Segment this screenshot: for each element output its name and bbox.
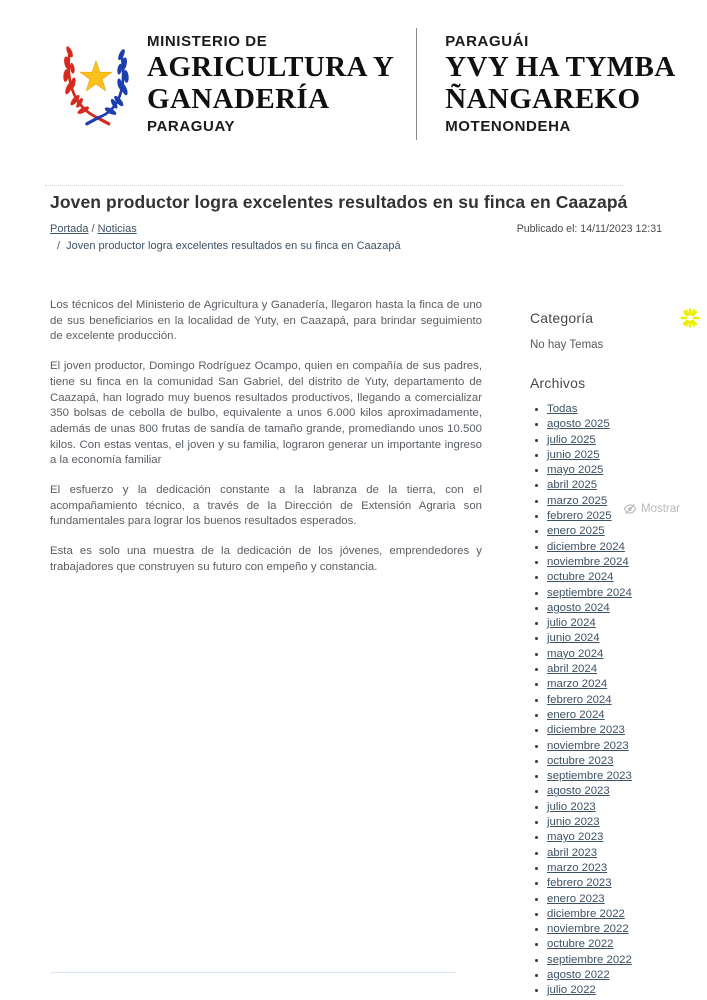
- archive-item: [547, 570, 707, 585]
- archive-link[interactable]: septiembre 2023: [547, 770, 632, 783]
- archive-link[interactable]: abril 2025: [547, 479, 598, 492]
- archive-link[interactable]: Todas: [547, 403, 578, 415]
- brand-line: MOTENONDEHA: [445, 117, 571, 135]
- archive-item: [547, 784, 707, 799]
- archive-item: [547, 448, 707, 463]
- archive-link[interactable]: marzo 2025: [547, 494, 608, 507]
- header-divider: [416, 28, 417, 140]
- category-empty-text: No hay Temas: [530, 339, 604, 351]
- archive-item: [547, 968, 707, 983]
- archive-link[interactable]: noviembre 2022: [547, 923, 629, 936]
- breadcrumb-separator: /: [57, 240, 61, 252]
- archive-link[interactable]: noviembre 2023: [547, 739, 629, 752]
- star-icon: [80, 61, 111, 91]
- archive-link[interactable]: junio 2025: [547, 448, 600, 461]
- breadcrumb-current: [50, 240, 662, 252]
- archive-item: [547, 662, 707, 677]
- archive-item: [547, 830, 707, 845]
- archive-item: [547, 677, 707, 692]
- archive-link[interactable]: febrero 2025: [547, 510, 612, 523]
- archive-item: [547, 417, 707, 432]
- archives-title: Archivos: [530, 375, 586, 391]
- archive-item: [547, 402, 707, 417]
- brand-line: PARAGUAY: [147, 117, 236, 135]
- archive-item: [547, 647, 707, 662]
- archive-link[interactable]: febrero 2023: [547, 877, 612, 890]
- archive-link[interactable]: septiembre 2022: [547, 953, 632, 966]
- brand-line: YVY HA TYMBA: [445, 50, 676, 83]
- archives-list: [530, 402, 707, 999]
- archive-item: [547, 937, 707, 952]
- archive-item: [547, 586, 707, 601]
- meta-row: [50, 223, 662, 235]
- accessibility-asterisk-icon[interactable]: [678, 306, 702, 330]
- archive-item: [547, 861, 707, 876]
- article-header: [50, 191, 662, 252]
- archive-item: [547, 815, 707, 830]
- archive-link[interactable]: julio 2025: [547, 433, 596, 446]
- archive-item: [547, 463, 707, 478]
- breadcrumb-separator: /: [91, 223, 95, 235]
- archive-link[interactable]: enero 2024: [547, 708, 605, 721]
- archive-item: [547, 723, 707, 738]
- archive-item: [547, 555, 707, 570]
- archive-item: [547, 739, 707, 754]
- archive-link[interactable]: junio 2023: [547, 816, 600, 829]
- archive-item: [547, 892, 707, 907]
- archive-link[interactable]: agosto 2022: [547, 968, 610, 981]
- archive-link[interactable]: mayo 2024: [547, 647, 604, 660]
- archive-link[interactable]: septiembre 2024: [547, 586, 632, 599]
- mag-logo[interactable]: [55, 30, 137, 138]
- archive-item: [547, 953, 707, 968]
- archive-item: [547, 800, 707, 815]
- archive-link[interactable]: enero 2023: [547, 892, 605, 905]
- archive-item: [547, 631, 707, 646]
- archive-item: [547, 983, 707, 998]
- archive-link[interactable]: julio 2024: [547, 617, 596, 630]
- breadcrumb-home-link[interactable]: Portada: [50, 223, 89, 235]
- archive-link[interactable]: agosto 2023: [547, 785, 610, 798]
- article-body: [50, 298, 482, 999]
- brand-line: AGRICULTURA Y: [147, 50, 395, 83]
- archive-item: [547, 616, 707, 631]
- archive-link[interactable]: diciembre 2023: [547, 724, 625, 737]
- archive-item: [547, 876, 707, 891]
- mostrar-button[interactable]: [620, 501, 683, 517]
- archive-item: [547, 922, 707, 937]
- archive-item: [547, 769, 707, 784]
- archive-link[interactable]: octubre 2022: [547, 938, 614, 951]
- archive-item: [547, 754, 707, 769]
- content-area: [50, 298, 662, 999]
- category-title: Categoría: [530, 310, 594, 326]
- archive-item: [547, 693, 707, 708]
- article-paragraph: Esta es solo una muestra de la dedicación de los jóvenes, emprendedores y trabajadores que construyen su futuro con empeño y constancia.: [50, 545, 482, 573]
- article-paragraph: El esfuerzo y la dedicación constante a la labranza de la tierra, con el acompañamiento técnico, a través de la Dirección de Extensión Agraria son fundamentales para lograr los buenos resultados esperados.: [50, 484, 482, 528]
- archive-link[interactable]: octubre 2023: [547, 754, 614, 767]
- archive-item: [547, 524, 707, 539]
- archive-item: [547, 846, 707, 861]
- header-separator: [45, 185, 623, 186]
- published-date: Publicado el: 14/11/2023 12:31: [516, 223, 662, 235]
- archive-link[interactable]: diciembre 2024: [547, 540, 625, 553]
- page-title: Joven productor logra excelentes resultados en su finca en Caazapá: [50, 192, 628, 212]
- brand-line: MINISTERIO DE: [147, 32, 268, 50]
- sidebar: [530, 298, 707, 999]
- bottom-divider: [50, 972, 456, 973]
- archive-link[interactable]: marzo 2023: [547, 861, 608, 874]
- archive-link[interactable]: octubre 2024: [547, 571, 614, 584]
- archive-link[interactable]: mayo 2025: [547, 464, 604, 477]
- archive-item: [547, 540, 707, 555]
- brand-line: GANADERÍA: [147, 82, 330, 115]
- archive-link[interactable]: junio 2024: [547, 632, 600, 645]
- archive-link[interactable]: diciembre 2022: [547, 907, 625, 920]
- article-paragraph: Los técnicos del Ministerio de Agricultura y Ganadería, llegaron hasta la finca de uno de sus beneficiarios en la localidad de Yuty, en Caazapá, para brindar seguimiento de excelente producción.: [50, 299, 482, 343]
- category-header: [530, 306, 707, 330]
- archive-link[interactable]: noviembre 2024: [547, 555, 629, 568]
- archive-link[interactable]: agosto 2024: [547, 601, 610, 614]
- brand-text-spanish: [147, 33, 394, 136]
- mostrar-label: Mostrar: [641, 503, 680, 515]
- archive-link[interactable]: mayo 2023: [547, 831, 604, 844]
- breadcrumb-section-link[interactable]: Noticias: [97, 223, 137, 235]
- brand-line: PARAGUÁI: [445, 32, 529, 50]
- archive-item: [547, 708, 707, 723]
- archive-item: [547, 478, 707, 493]
- site-header: [55, 28, 676, 140]
- archive-item: [547, 433, 707, 448]
- wreath-star-icon: [55, 30, 137, 130]
- archive-item: [547, 907, 707, 922]
- eye-off-icon: [623, 502, 637, 516]
- archive-link[interactable]: julio 2023: [547, 800, 596, 813]
- article-paragraph: El joven productor, Domingo Rodríguez Ocampo, quien en compañía de sus padres, tiene su finca en la comunidad San Gabriel, del distrito de Yuty, departamento de Caazapá, han logrado muy buenos resultados productivos, llegando a comercializar 350 bolsas de cebolla de bulbo, equivalente a unos 6.000 kilos aproximadamente, además de unas 800 frutas de sandía de tamaño grande, promediando unos 10.500 kilos. Con estas ventas, el joven y su familia, lograron generar un importante ingreso a la economía familiar: [50, 360, 482, 467]
- archive-link[interactable]: agosto 2025: [547, 418, 610, 431]
- archive-item: [547, 601, 707, 616]
- archive-link[interactable]: abril 2024: [547, 663, 598, 676]
- archive-link[interactable]: febrero 2024: [547, 693, 612, 706]
- brand-line: ÑANGAREKO: [445, 82, 641, 115]
- archive-link[interactable]: abril 2023: [547, 846, 598, 859]
- breadcrumb-current-label: Joven productor logra excelentes resultados en su finca en Caazapá: [66, 240, 401, 252]
- archive-link[interactable]: enero 2025: [547, 525, 605, 538]
- breadcrumb: [50, 223, 137, 235]
- brand-text-guarani: [445, 33, 675, 136]
- archive-link[interactable]: marzo 2024: [547, 678, 608, 691]
- archive-link[interactable]: julio 2022: [547, 984, 596, 997]
